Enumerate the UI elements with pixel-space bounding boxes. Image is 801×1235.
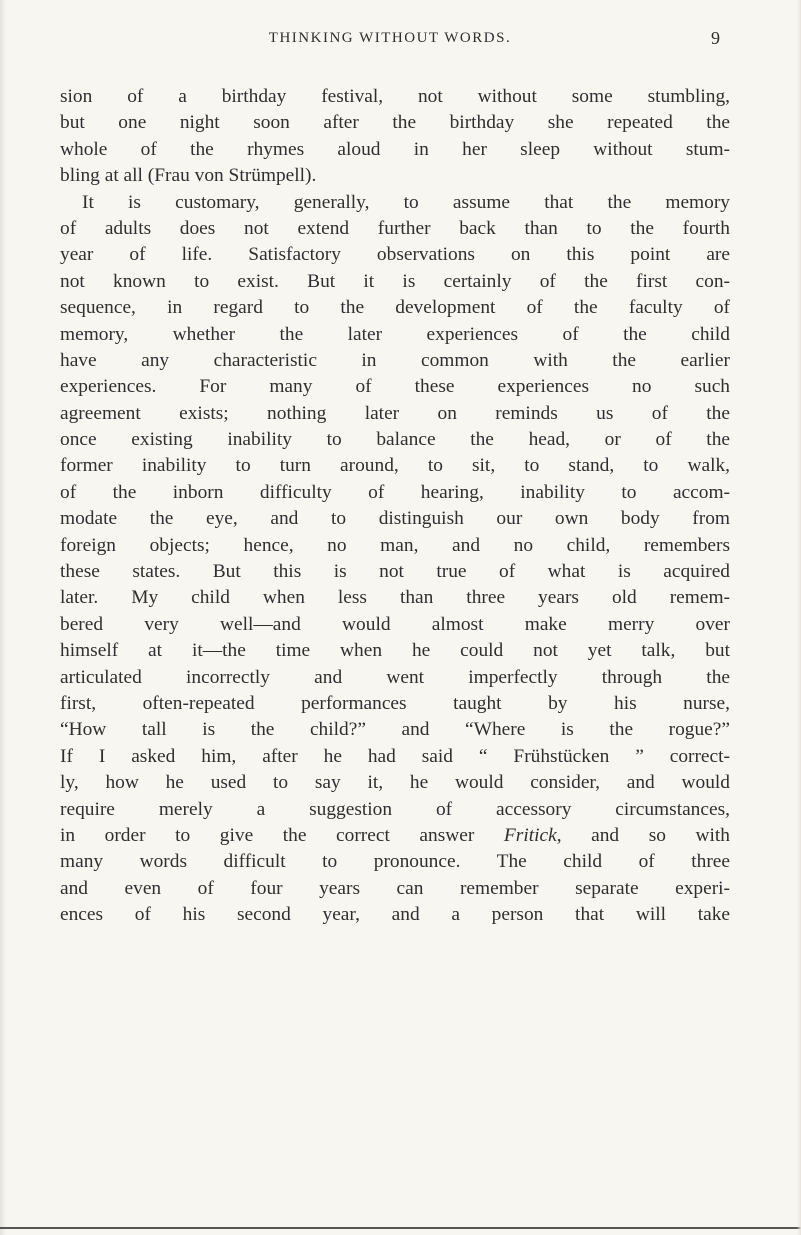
text-line: sion of a birthday festival, not without some stumbling, [60,86,730,107]
text-line: memory, whether the later experiences of the child [60,323,730,345]
text-line: and even of four years can remember separate experi- [60,877,730,899]
text-line: bling at all (Frau von Strümpell). [60,165,317,187]
text-line: ly, how he used to say it, he would consider, and would [60,772,730,794]
text-line: sequence, in regard to the development of the faculty of [60,297,730,319]
text-line: but one night soon after the birthday she repeated the [60,112,730,134]
text-line: ences of his second year, and a person that will take [60,904,730,926]
text-line: later. My child when less than three years old remem- [60,587,730,609]
text-line: himself at it—the time when he could not yet talk, but [60,640,730,662]
italic-word: Fritick [503,824,557,846]
text-line: not known to exist. But it is certainly of the first con- [60,270,730,292]
text-line: of the inborn difficulty of hearing, inability to accom- [60,481,730,503]
text-line: whole of the rhymes aloud in her sleep without stum- [60,138,730,160]
text-line: “How tall is the child?” and “Where is the rogue?” [60,719,730,741]
text-line: these states. But this is not true of what is acquired [60,561,730,583]
body-text [60,84,730,929]
text-line: require merely a suggestion of accessory circumstances, [60,798,730,820]
text-segment: in order to give the correct answer [60,824,475,846]
text-line: have any characteristic in common with the earlier [60,349,730,371]
text-line: former inability to turn around, to sit, to stand, to walk, [60,455,730,477]
running-title: THINKING WITHOUT WORDS. [268,30,512,46]
text-line: agreement exists; nothing later on reminds us of the [60,402,730,424]
text-line: bered very well—and would almost make merry over [60,613,730,635]
text-line: year of life. Satisfactory observations on this point are [60,244,730,266]
text-line: many words difficult to pronounce. The child of three [60,851,730,873]
page-bottom-edge [0,1227,801,1229]
text-line: modate the eye, and to distinguish our own body from [60,508,730,530]
running-head [60,30,720,54]
text-segment: , and so with [556,824,730,846]
text-line: foreign objects; hence, no man, and no child, remembers [60,534,730,556]
page-number: 9 [711,28,720,48]
text-line-with-italic [60,823,730,849]
text-line: experiences. For many of these experiences no such [60,376,730,398]
text-line: first, often-repeated performances taught by his nurse, [60,692,730,714]
text-line: If I asked him, after he had said “ Frühstücken ” correct- [60,745,730,767]
paragraph-start-line: It is customary, generally, to assume that the memory [82,191,730,213]
text-line: articulated incorrectly and went imperfectly through the [60,666,730,688]
text-line: of adults does not extend further back than to the fourth [60,217,730,239]
text-line: once existing inability to balance the head, or of the [60,429,730,451]
